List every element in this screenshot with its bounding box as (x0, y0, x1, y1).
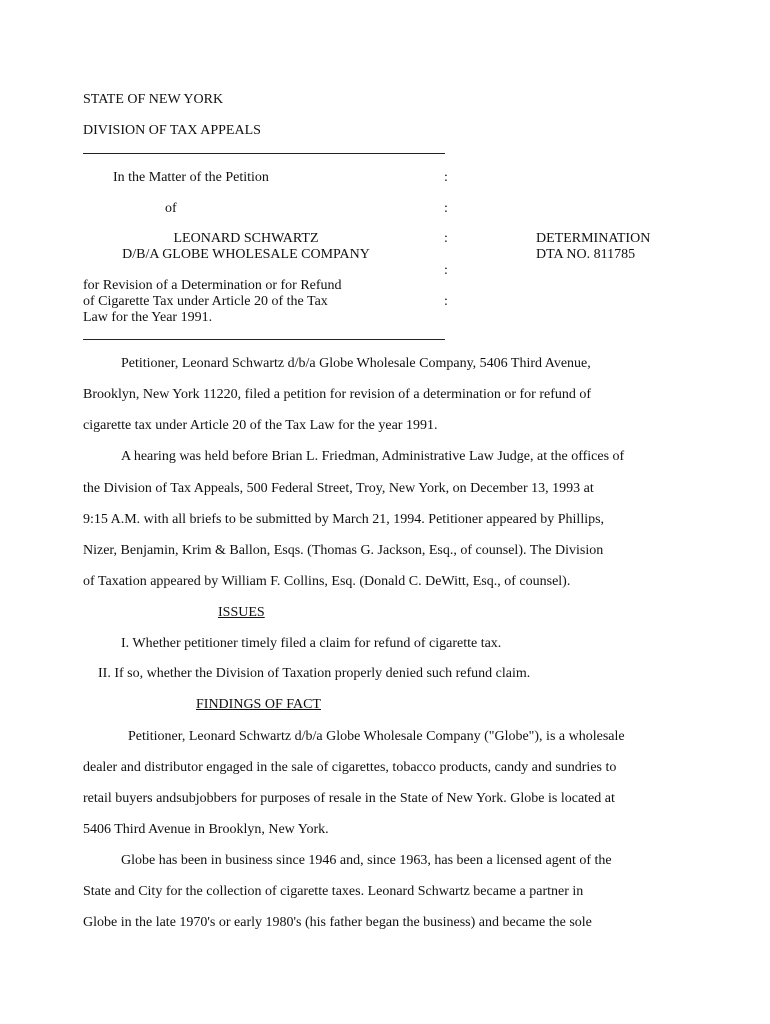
caption-name-2: D/B/A GLOBE WHOLESALE COMPANY (122, 247, 370, 262)
body-line: 5406 Third Avenue in Brooklyn, New York. (83, 822, 329, 837)
caption-colon: : (444, 170, 448, 185)
body-line: Brooklyn, New York 11220, filed a petition for revision of a determination or for refund of (83, 387, 592, 402)
body-line: Petitioner, Leonard Schwartz d/b/a Globe Wholesale Company, 5406 Third Avenue, (121, 356, 591, 371)
caption-purpose-line-1: for Revision of a Determination or for Refund (83, 278, 342, 293)
body-line: Nizer, Benjamin, Krim & Ballon, Esqs. (Thomas G. Jackson, Esq., of counsel). The Division (83, 543, 604, 558)
issue-item: I. Whether petitioner timely filed a claim for refund of cigarette tax. (121, 636, 502, 651)
determination-title: DETERMINATION (536, 231, 651, 246)
caption-colon: : (444, 294, 448, 309)
body-line: of Taxation appeared by William F. Collins, Esq. (Donald C. DeWitt, Esq., of counsel). (83, 574, 571, 589)
issue-item: II. If so, whether the Division of Taxation properly denied such refund claim. (98, 666, 531, 681)
caption-matter: In the Matter of the Petition (113, 170, 269, 185)
body-line: 9:15 A.M. with all briefs to be submitted by March 21, 1994. Petitioner appeared by Phillips, (83, 512, 605, 527)
caption-name-1: LEONARD SCHWARTZ (173, 231, 319, 246)
body-line: Petitioner, Leonard Schwartz d/b/a Globe Wholesale Company ("Globe"), is a wholesale (128, 729, 625, 744)
body-line: Globe has been in business since 1946 and, since 1963, has been a licensed agent of the (121, 853, 612, 868)
caption-colon: : (444, 263, 448, 278)
dta-number: DTA NO. 811785 (536, 247, 636, 262)
state-heading: STATE OF NEW YORK (83, 92, 224, 107)
body-line: State and City for the collection of cigarette taxes. Leonard Schwartz became a partner in (83, 884, 584, 899)
body-line: Globe in the late 1970's or early 1980's (his father began the business) and became the sole (83, 915, 592, 930)
caption-top-rule (83, 153, 445, 154)
division-heading: DIVISION OF TAX APPEALS (83, 123, 261, 138)
caption-purpose-line-3: Law for the Year 1991. (83, 310, 213, 325)
caption-purpose-line-2: of Cigarette Tax under Article 20 of the Tax (83, 294, 328, 309)
body-line: dealer and distributor engaged in the sale of cigarettes, tobacco products, candy and sundries to (83, 760, 617, 775)
issues-heading: ISSUES (218, 605, 265, 620)
caption-of: of (165, 201, 177, 216)
body-line: cigarette tax under Article 20 of the Tax Law for the year 1991. (83, 418, 438, 433)
caption-colon: : (444, 201, 448, 216)
body-line: A hearing was held before Brian L. Friedman, Administrative Law Judge, at the offices of (121, 449, 625, 464)
findings-heading: FINDINGS OF FACT (196, 697, 321, 712)
body-line: retail buyers andsubjobbers for purposes of resale in the State of New York. Globe is located at (83, 791, 615, 806)
body-line: the Division of Tax Appeals, 500 Federal Street, Troy, New York, on December 13, 1993 at (83, 481, 594, 496)
caption-colon: : (444, 231, 448, 246)
caption-bottom-rule (83, 339, 445, 340)
